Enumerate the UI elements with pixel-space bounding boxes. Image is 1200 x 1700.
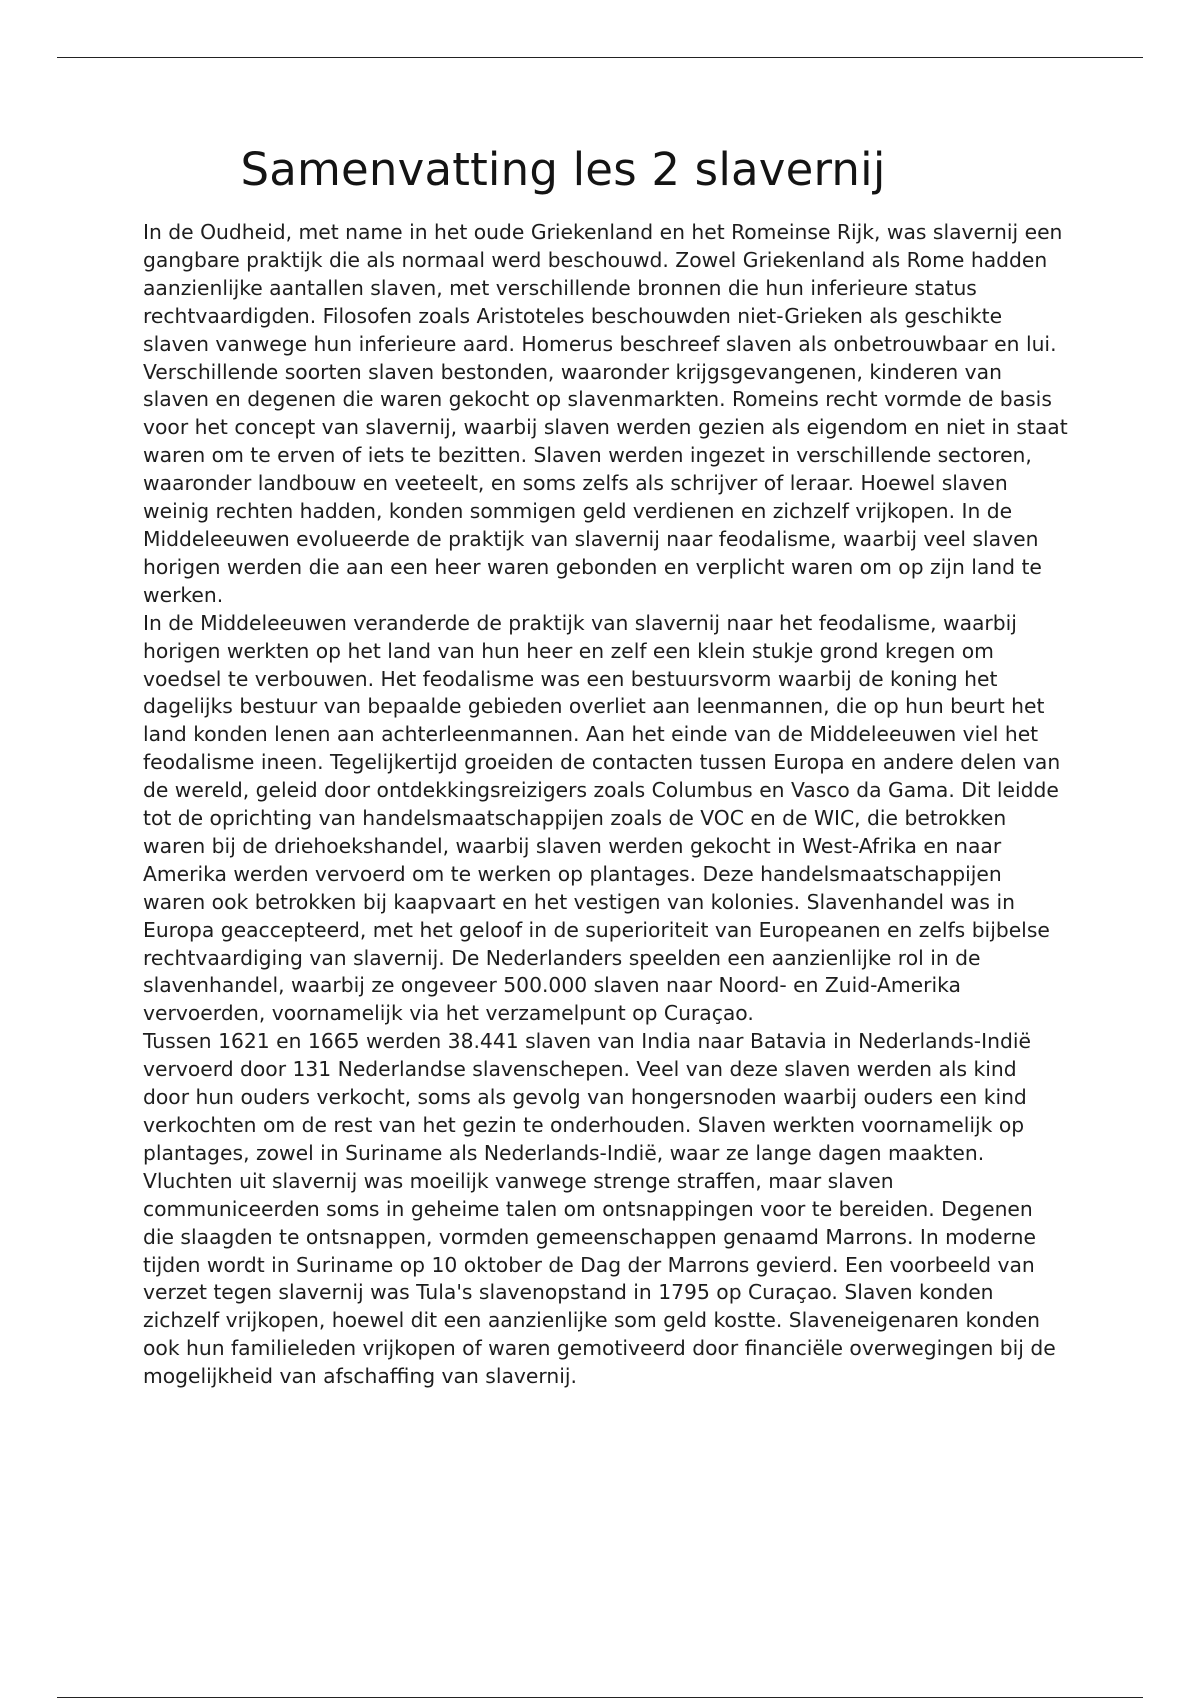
bottom-divider xyxy=(57,1697,1143,1698)
paragraph-oudheid: In de Oudheid, met name in het oude Griekenland en het Romeinse Rijk, was slavernij een gangbare praktijk die als normaal werd beschouwd. Zowel Griekenland als Rome hadden aanzienlijke aantallen slaven, met verschillende bronnen die hun inferieure status rechtvaardigden. Filosofen zoals Aristoteles beschouwden niet-Grieken als geschikte slaven vanwege hun inferieure aard. Homerus beschreef slaven als onbetrouwbaar en lui. Verschillende soorten slaven bestonden, waaronder krijgsgevangenen, kinderen van slaven en degenen die waren gekocht op slavenmarkten. Romeins recht vormde de basis voor het concept van slavernij, waarbij slaven werden gezien als eigendom en niet in staat waren om te erven of iets te bezitten. Slaven werden ingezet in verschillende sectoren, waaronder landbouw en veeteelt, en soms zelfs als schrijver of leraar. Hoewel slaven weinig rechten hadden, konden sommigen geld verdienen en zichzelf vrijkopen. In de Middeleeuwen evolueerde de praktijk van slavernij naar feodalisme, waarbij veel slaven horigen werden die aan een heer waren gebonden en verplicht waren om op zijn land te werken. xyxy=(143,220,1068,607)
top-divider xyxy=(57,57,1143,58)
page-title: Samenvatting les 2 slavernij xyxy=(240,143,886,196)
document-body xyxy=(143,219,1068,1391)
paragraph-middeleeuwen: In de Middeleeuwen veranderde de praktijk van slavernij naar het feodalisme, waarbij horigen werkten op het land van hun heer en zelf een klein stukje grond kregen om voedsel te verbouwen. Het feodalisme was een bestuursvorm waarbij de koning het dagelijks bestuur van bepaalde gebieden overliet aan leenmannen, die op hun beurt het land konden lenen aan achterleenmannen. Aan het einde van de Middeleeuwen viel het feodalisme ineen. Tegelijkertijd groeiden de contacten tussen Europa en andere delen van de wereld, geleid door ontdekkingsreizigers zoals Columbus en Vasco da Gama. Dit leidde tot de oprichting van handelsmaatschappijen zoals de VOC en de WIC, die betrokken waren bij de driehoekshandel, waarbij slaven werden gekocht in West-Afrika en naar Amerika werden vervoerd om te werken op plantages. Deze handelsmaatschappijen waren ook betrokken bij kaapvaart en het vestigen van kolonies. Slavenhandel was in Europa geaccepteerd, met het geloof in de superioriteit van Europeanen en zelfs bijbelse rechtvaardiging van slavernij. De Nederlanders speelden een aanzienlijke rol in de slavenhandel, waarbij ze ongeveer 500.000 slaven naar Noord- en Zuid-Amerika vervoerden, voornamelijk via het verzamelpunt op Curaçao. xyxy=(143,610,1061,1026)
paragraph-nederlands-indie: Tussen 1621 en 1665 werden 38.441 slaven van India naar Batavia in Nederlands-Indië vervoerd door 131 Nederlandse slavenschepen. Veel van deze slaven werden als kind door hun ouders verkocht, soms als gevolg van hongersnoden waarbij ouders een kind verkochten om de rest van het gezin te onderhouden. Slaven werkten voornamelijk op plantages, zowel in Suriname als Nederlands-Indië, waar ze lange dagen maakten. Vluchten uit slavernij was moeilijk vanwege strenge straffen, maar slaven communiceerden soms in geheime talen om ontsnappingen voor te bereiden. Degenen die slaagden te ontsnappen, vormden gemeenschappen genaamd Marrons. In moderne tijden wordt in Suriname op 10 oktober de Dag der Marrons gevierd. Een voorbeeld van verzet tegen slavernij was Tula's slavenopstand in 1795 op Curaçao. Slaven konden zichzelf vrijkopen, hoewel dit een aanzienlijke som geld kostte. Slaveneigenaren konden ook hun familieleden vrijkopen of waren gemotiveerd door financiële overwegingen bij de mogelijkheid van afschaffing van slavernij. xyxy=(143,1029,1056,1389)
